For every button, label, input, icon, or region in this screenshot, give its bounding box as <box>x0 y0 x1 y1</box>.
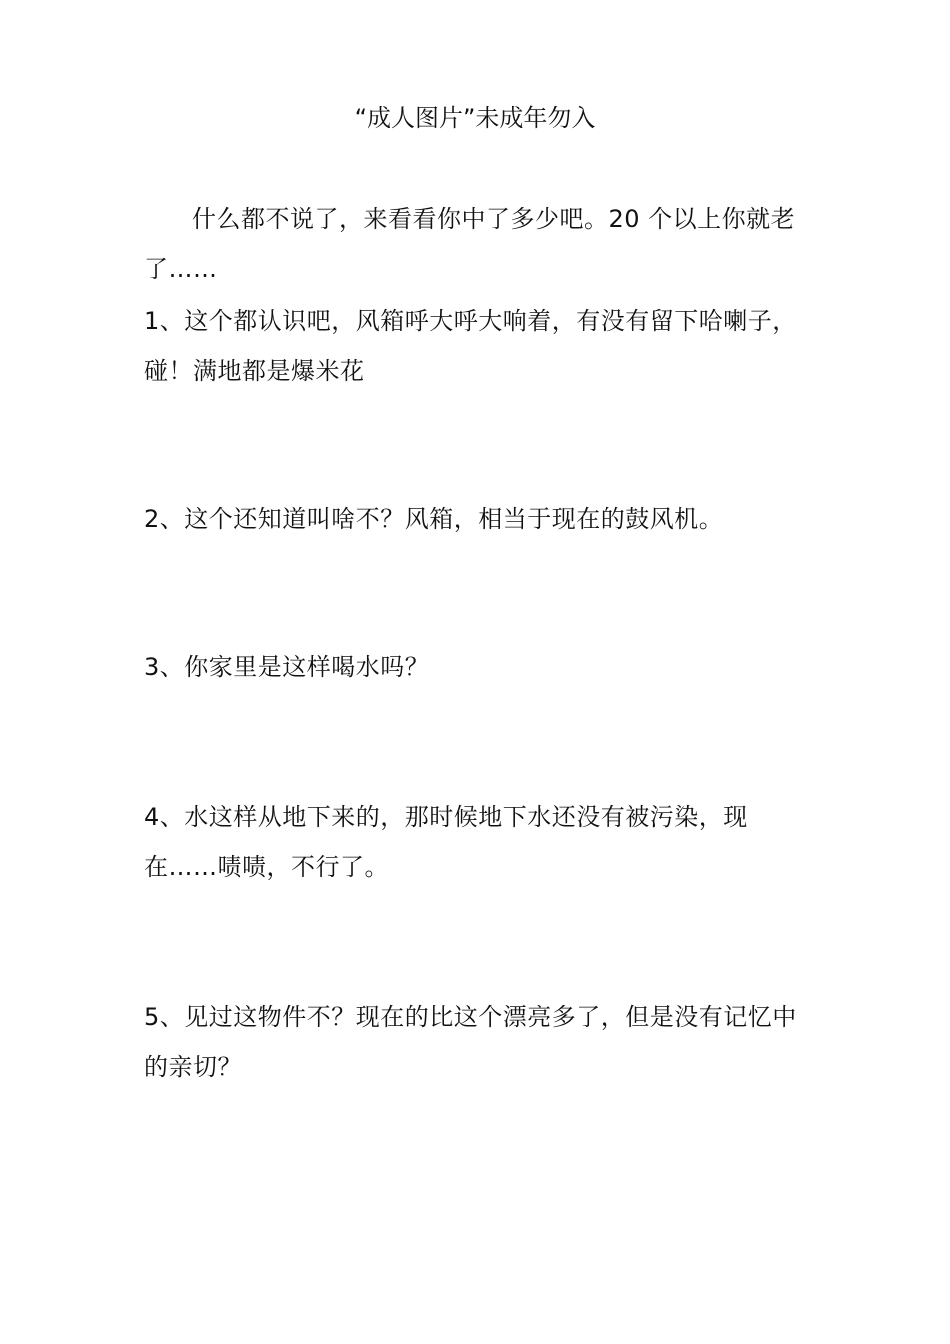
list-item: 4、水这样从地下来的，那时候地下水还没有被污染，现在……啧啧，不行了。 <box>144 803 748 881</box>
document-title: “成人图片”未成年勿入 <box>354 104 596 132</box>
list-item: 3、你家里是这样喝水吗？ <box>144 653 430 681</box>
intro-paragraph: 什么都不说了，来看看你中了多少吧。20 个以上你就老了…… <box>144 205 796 283</box>
list-item: 5、见过这物件不？现在的比这个漂亮多了，但是没有记忆中的亲切？ <box>144 1003 797 1081</box>
list-item: 2、这个还知道叫啥不？风箱，相当于现在的鼓风机。 <box>144 505 724 533</box>
list-item: 1、这个都认识吧，风箱呼大呼大响着，有没有留下哈喇子，碰！满地都是爆米花 <box>144 307 797 385</box>
